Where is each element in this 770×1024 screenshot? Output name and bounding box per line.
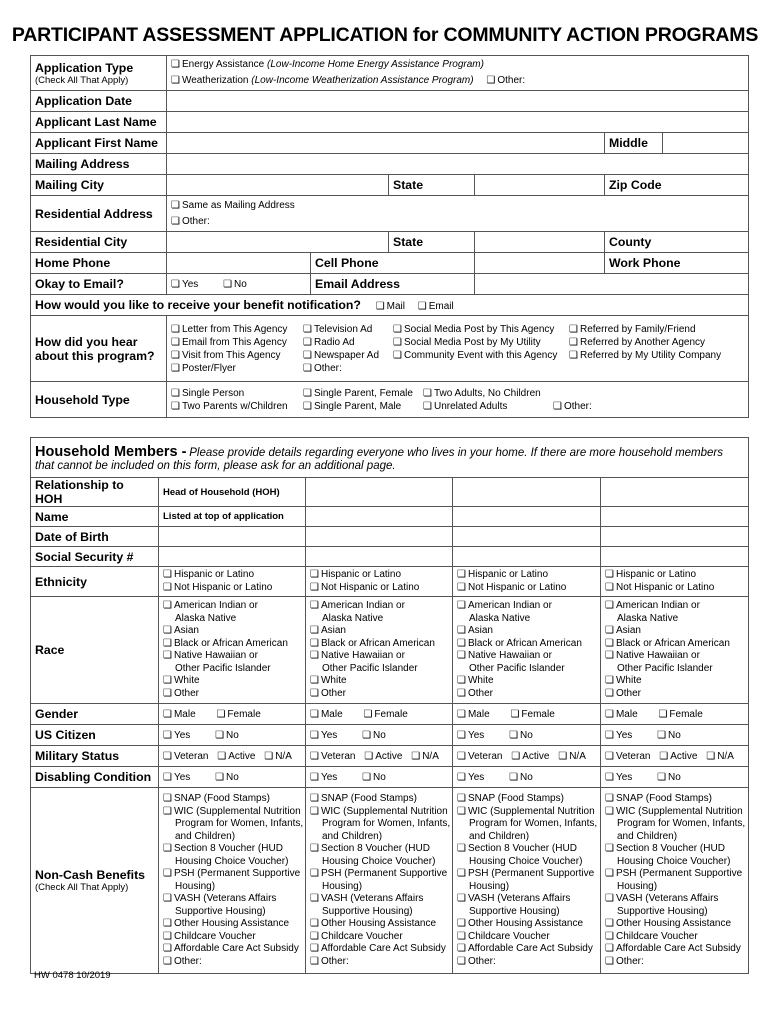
hear-option[interactable]: ❏ Referred by My Utility Company	[569, 350, 721, 361]
benefit-option[interactable]: ❏ Section 8 Voucher (HUD	[605, 843, 744, 856]
household-type-options	[167, 382, 749, 418]
benefit-option-cont: Housing Choice Voucher)	[322, 855, 436, 867]
citizen-yes-checkbox[interactable]: ❏ Yes	[163, 730, 190, 741]
race-option-cont: Other Pacific Islander	[469, 662, 565, 674]
residential-state-label: State	[389, 232, 475, 253]
household-type-label: Household Type	[31, 382, 167, 418]
disabling-label: Disabling Condition	[31, 767, 159, 788]
disabling-no-checkbox[interactable]: ❏ No	[657, 772, 681, 783]
disabling-no-checkbox[interactable]: ❏ No	[509, 772, 533, 783]
dob-label: Date of Birth	[31, 527, 159, 547]
ssn-label: Social Security #	[31, 547, 159, 567]
citizen-no-checkbox[interactable]: ❏ No	[215, 730, 239, 741]
benefit-option-cont: Housing)	[175, 880, 216, 892]
benefit-option-cont: Program for Women, Infants,	[175, 818, 304, 829]
energy-assistance-checkbox[interactable]: ❏ Energy Assistance (Low-Income Home Energy Assistance Program)	[171, 57, 484, 73]
hispanic-checkbox[interactable]: ❏ Hispanic or Latino	[457, 569, 596, 582]
dob-field[interactable]	[306, 527, 453, 547]
page-title: PARTICIPANT ASSESSMENT APPLICATION for COMMUNITY ACTION PROGRAMS	[11, 24, 759, 46]
noncash-row	[31, 788, 749, 974]
benefit-option[interactable]: ❏ WIC (Supplemental Nutrition	[310, 806, 448, 819]
race-row	[31, 597, 749, 704]
relationship-field[interactable]	[453, 478, 601, 507]
mailing-address-label: Mailing Address	[31, 154, 167, 175]
race-option[interactable]: ❏ Native Hawaiian or	[457, 650, 596, 663]
first-name-label: Applicant First Name	[31, 133, 167, 154]
benefit-option-cont: Supportive Housing)	[469, 905, 560, 917]
residential-other-checkbox[interactable]: ❏ Other:	[171, 214, 210, 230]
ssn-field[interactable]	[306, 547, 453, 567]
race-options	[306, 597, 453, 704]
military-options	[453, 746, 601, 767]
race-option-cont: Alaska Native	[469, 612, 531, 624]
hear-option[interactable]: ❏ Other:	[303, 363, 342, 374]
race-option-cont: Other Pacific Islander	[322, 662, 418, 674]
mailing-address-field[interactable]	[167, 154, 749, 175]
race-option[interactable]: ❏ Native Hawaiian or	[163, 650, 301, 663]
hispanic-checkbox[interactable]: ❏ Hispanic or Latino	[310, 569, 448, 582]
benefit-option-cont: Housing)	[617, 880, 658, 892]
citizen-yes-checkbox[interactable]: ❏ Yes	[605, 730, 632, 741]
race-option[interactable]: ❏ Other	[310, 688, 448, 701]
benefit-option-cont: Housing Choice Voucher)	[617, 855, 731, 867]
gender-options	[601, 704, 749, 725]
benefit-option[interactable]: ❏ Other Housing Assistance	[163, 918, 301, 931]
email-no-checkbox[interactable]: ❏ No	[223, 279, 247, 290]
household-members-note: Please provide details regarding everyone who lives in your home. If there are more household members that cannot be included on this form, please ask for an additional page.	[35, 446, 724, 472]
benefit-option[interactable]: ❏ SNAP (Food Stamps)	[310, 793, 448, 806]
active-checkbox[interactable]: ❏ Active	[659, 751, 697, 762]
female-checkbox[interactable]: ❏ Female	[216, 709, 260, 720]
benefit-option[interactable]: ❏ VASH (Veterans Affairs	[310, 893, 448, 906]
dob-field[interactable]	[453, 527, 601, 547]
ssn-field[interactable]	[601, 547, 749, 567]
last-name-label: Applicant Last Name	[31, 112, 167, 133]
noncash-options	[159, 788, 306, 974]
okay-email-label: Okay to Email?	[31, 274, 167, 295]
weatherization-checkbox[interactable]: ❏ Weatherization (Low-Income Weatherization Assistance Program)	[171, 73, 474, 89]
military-options	[601, 746, 749, 767]
female-checkbox[interactable]: ❏ Female	[363, 709, 407, 720]
veteran-checkbox[interactable]: ❏ Veteran	[163, 751, 208, 762]
gender-label: Gender	[31, 704, 159, 725]
benefit-option[interactable]: ❏ PSH (Permanent Supportive	[605, 868, 744, 881]
hear-option[interactable]: ❏ Referred by Family/Friend	[569, 324, 696, 335]
relationship-field[interactable]	[306, 478, 453, 507]
hear-option[interactable]: ❏ Letter from This Agency	[171, 324, 287, 335]
benefit-option-cont: and Children)	[175, 830, 236, 842]
ethnicity-label: Ethnicity	[31, 567, 159, 597]
benefit-option[interactable]: ❏ WIC (Supplemental Nutrition	[605, 806, 744, 819]
race-option[interactable]: ❏ Black or African American	[163, 638, 301, 651]
mailing-city-label: Mailing City	[31, 175, 167, 196]
hear-option[interactable]: ❏ Social Media Post by My Utility	[393, 337, 541, 348]
name-label: Name	[31, 507, 159, 527]
noncash-options	[453, 788, 601, 974]
noncash-options	[306, 788, 453, 974]
benefit-option[interactable]: ❏ Childcare Voucher	[310, 931, 448, 944]
gender-options	[453, 704, 601, 725]
county-label: County	[605, 232, 749, 253]
dob-field[interactable]	[159, 527, 306, 547]
veteran-checkbox[interactable]: ❏ Veteran	[310, 751, 355, 762]
benefit-option[interactable]: ❏ Other:	[605, 956, 744, 969]
disabling-yes-checkbox[interactable]: ❏ Yes	[457, 772, 484, 783]
relationship-field[interactable]	[601, 478, 749, 507]
benefit-option[interactable]: ❏ Section 8 Voucher (HUD	[163, 843, 301, 856]
hear-about-label: How did you hear about this program?	[31, 316, 167, 382]
race-option[interactable]: ❏ Asian	[163, 625, 301, 638]
benefit-option[interactable]: ❏ WIC (Supplemental Nutrition	[163, 806, 301, 819]
race-option[interactable]: ❏ American Indian or	[457, 600, 596, 613]
citizen-options	[159, 725, 306, 746]
ssn-field[interactable]	[453, 547, 601, 567]
race-option[interactable]: ❏ Native Hawaiian or	[310, 650, 448, 663]
residential-address-label: Residential Address	[31, 196, 167, 232]
citizen-no-checkbox[interactable]: ❏ No	[362, 730, 386, 741]
last-name-field[interactable]	[167, 112, 749, 133]
disabling-options	[601, 767, 749, 788]
household-type-option[interactable]: ❏ Unrelated Adults	[423, 401, 507, 412]
applicant-table	[30, 55, 749, 418]
household-type-option[interactable]: ❏ Single Parent, Male	[303, 401, 401, 412]
middle-field[interactable]	[663, 133, 749, 154]
application-other-checkbox[interactable]: ❏ Other:	[486, 73, 525, 89]
race-option-cont: Alaska Native	[617, 612, 679, 624]
mailing-city-field[interactable]	[167, 175, 389, 196]
disabling-options	[159, 767, 306, 788]
mailing-state-label: State	[389, 175, 475, 196]
benefit-option[interactable]: ❏ VASH (Veterans Affairs	[163, 893, 301, 906]
hear-option[interactable]: ❏ Email from This Agency	[171, 337, 287, 348]
active-checkbox[interactable]: ❏ Active	[217, 751, 255, 762]
benefit-option[interactable]: ❏ Childcare Voucher	[457, 931, 596, 944]
benefit-option[interactable]: ❏ PSH (Permanent Supportive	[457, 868, 596, 881]
benefit-option-cont: Housing)	[469, 880, 510, 892]
race-option[interactable]: ❏ American Indian or	[310, 600, 448, 613]
benefit-option-cont: Housing Choice Voucher)	[469, 855, 583, 867]
same-as-mailing-checkbox[interactable]: ❏ Same as Mailing Address	[171, 198, 295, 214]
not-hispanic-checkbox[interactable]: ❏ Not Hispanic or Latino	[605, 582, 744, 595]
hear-options-grid	[171, 323, 744, 375]
notify-email-checkbox[interactable]: ❏ Email	[418, 301, 454, 312]
household-type-option[interactable]: ❏ Other:	[553, 401, 592, 412]
notify-mail-checkbox[interactable]: ❏ Mail	[376, 301, 405, 312]
listed-top-cell: Listed at top of application	[159, 507, 306, 527]
gender-options	[306, 704, 453, 725]
race-option-cont: Alaska Native	[175, 612, 237, 624]
disabling-options	[453, 767, 601, 788]
application-type-options	[167, 56, 749, 91]
ethnicity-options	[306, 567, 453, 597]
household-members-title: Household Members -	[35, 443, 187, 460]
race-option[interactable]: ❏ White	[457, 675, 596, 688]
cell-phone-label: Cell Phone	[311, 253, 475, 274]
benefit-option[interactable]: ❏ WIC (Supplemental Nutrition	[457, 806, 596, 819]
race-option[interactable]: ❏ Asian	[310, 625, 448, 638]
na-checkbox[interactable]: ❏ N/A	[706, 751, 734, 762]
veteran-checkbox[interactable]: ❏ Veteran	[457, 751, 502, 762]
female-checkbox[interactable]: ❏ Female	[510, 709, 554, 720]
household-type-option[interactable]: ❏ Two Parents w/Children	[171, 401, 288, 412]
hispanic-checkbox[interactable]: ❏ Hispanic or Latino	[163, 569, 301, 582]
benefit-option[interactable]: ❏ PSH (Permanent Supportive	[163, 868, 301, 881]
race-option[interactable]: ❏ White	[310, 675, 448, 688]
not-hispanic-checkbox[interactable]: ❏ Not Hispanic or Latino	[310, 582, 448, 595]
benefit-option[interactable]: ❏ Other:	[457, 956, 596, 969]
household-type-grid	[171, 387, 744, 413]
not-hispanic-checkbox[interactable]: ❏ Not Hispanic or Latino	[457, 582, 596, 595]
female-checkbox[interactable]: ❏ Female	[658, 709, 702, 720]
benefit-option[interactable]: ❏ VASH (Veterans Affairs	[605, 893, 744, 906]
race-option[interactable]: ❏ Black or African American	[605, 638, 744, 651]
citizen-options	[601, 725, 749, 746]
race-option-cont: Other Pacific Islander	[175, 662, 271, 674]
race-option[interactable]: ❏ Other	[163, 688, 301, 701]
disabling-yes-checkbox[interactable]: ❏ Yes	[605, 772, 632, 783]
name-field[interactable]	[306, 507, 453, 527]
active-checkbox[interactable]: ❏ Active	[511, 751, 549, 762]
cell-phone-field[interactable]	[475, 253, 605, 274]
hear-option[interactable]: ❏ Poster/Flyer	[171, 363, 236, 374]
race-option[interactable]: ❏ Black or African American	[310, 638, 448, 651]
benefit-notification-label: How would you like to receive your benefit notification?	[35, 298, 361, 312]
name-field[interactable]	[453, 507, 601, 527]
hispanic-checkbox[interactable]: ❏ Hispanic or Latino	[605, 569, 744, 582]
us-citizen-label: US Citizen	[31, 725, 159, 746]
benefit-option-cont: and Children)	[469, 830, 530, 842]
benefit-option[interactable]: ❏ Other:	[310, 956, 448, 969]
race-option[interactable]: ❏ White	[163, 675, 301, 688]
hear-about-options	[167, 316, 749, 382]
benefit-option-cont: Supportive Housing)	[322, 905, 413, 917]
disabling-row	[31, 767, 749, 788]
hear-option[interactable]: ❏ Community Event with this Agency	[393, 350, 557, 361]
benefit-option[interactable]: ❏ Other Housing Assistance	[457, 918, 596, 931]
race-option-cont: Other Pacific Islander	[617, 662, 713, 674]
ethnicity-options	[453, 567, 601, 597]
work-phone-label: Work Phone	[605, 253, 749, 274]
na-checkbox[interactable]: ❏ N/A	[558, 751, 586, 762]
benefit-notification-row	[31, 295, 749, 316]
not-hispanic-checkbox[interactable]: ❏ Not Hispanic or Latino	[163, 582, 301, 595]
hear-option[interactable]: ❏ Referred by Another Agency	[569, 337, 705, 348]
hear-option[interactable]: ❏ Radio Ad	[303, 337, 355, 348]
okay-email-options	[167, 274, 311, 295]
citizen-no-checkbox[interactable]: ❏ No	[657, 730, 681, 741]
benefit-option[interactable]: ❏ Affordable Care Act Subsidy	[457, 943, 596, 956]
relationship-label: Relationship to HOH	[31, 478, 159, 507]
ssn-field[interactable]	[159, 547, 306, 567]
middle-label: Middle	[605, 133, 663, 154]
residential-city-field[interactable]	[167, 232, 389, 253]
military-row	[31, 746, 749, 767]
race-label: Race	[31, 597, 159, 704]
form-number: HW 0478 10/2019	[34, 970, 111, 981]
application-date-label: Application Date	[31, 91, 167, 112]
citizen-yes-checkbox[interactable]: ❏ Yes	[310, 730, 337, 741]
veteran-checkbox[interactable]: ❏ Veteran	[605, 751, 650, 762]
race-options	[601, 597, 749, 704]
dob-field[interactable]	[601, 527, 749, 547]
gender-options	[159, 704, 306, 725]
benefit-option-cont: Program for Women, Infants,	[469, 818, 598, 829]
application-date-field[interactable]	[167, 91, 749, 112]
active-checkbox[interactable]: ❏ Active	[364, 751, 402, 762]
race-option[interactable]: ❏ Other	[605, 688, 744, 701]
military-options	[306, 746, 453, 767]
military-options	[159, 746, 306, 767]
disabling-no-checkbox[interactable]: ❏ No	[362, 772, 386, 783]
benefit-option-cont: and Children)	[322, 830, 383, 842]
male-checkbox[interactable]: ❏ Male	[605, 709, 638, 720]
hoh-cell: Head of Household (HOH)	[159, 478, 306, 507]
citizen-yes-checkbox[interactable]: ❏ Yes	[457, 730, 484, 741]
disabling-yes-checkbox[interactable]: ❏ Yes	[163, 772, 190, 783]
race-option[interactable]: ❏ Black or African American	[457, 638, 596, 651]
household-type-option[interactable]: ❏ Single Person	[171, 388, 244, 399]
citizen-options	[306, 725, 453, 746]
benefit-option[interactable]: ❏ VASH (Veterans Affairs	[457, 893, 596, 906]
race-option[interactable]: ❏ White	[605, 675, 744, 688]
household-type-option[interactable]: ❏ Single Parent, Female	[303, 388, 413, 399]
benefit-option[interactable]: ❏ Section 8 Voucher (HUD	[310, 843, 448, 856]
household-members-header	[31, 438, 749, 478]
benefit-option[interactable]: ❏ Affordable Care Act Subsidy	[310, 943, 448, 956]
benefit-option-cont: Housing Choice Voucher)	[175, 855, 289, 867]
benefit-option[interactable]: ❏ Other Housing Assistance	[310, 918, 448, 931]
race-options	[453, 597, 601, 704]
email-address-label: Email Address	[311, 274, 475, 295]
benefit-option[interactable]: ❏ SNAP (Food Stamps)	[457, 793, 596, 806]
benefit-option[interactable]: ❏ Affordable Care Act Subsidy	[163, 943, 301, 956]
male-checkbox[interactable]: ❏ Male	[310, 709, 343, 720]
hear-option[interactable]: ❏ Newspaper Ad	[303, 350, 379, 361]
benefit-option[interactable]: ❏ SNAP (Food Stamps)	[605, 793, 744, 806]
noncash-options	[601, 788, 749, 974]
male-checkbox[interactable]: ❏ Male	[163, 709, 196, 720]
benefit-option[interactable]: ❏ PSH (Permanent Supportive	[310, 868, 448, 881]
citizen-row	[31, 725, 749, 746]
disabling-options	[306, 767, 453, 788]
race-option[interactable]: ❏ American Indian or	[605, 600, 744, 613]
benefit-option-cont: Supportive Housing)	[175, 905, 266, 917]
hear-option[interactable]: ❏ Television Ad	[303, 324, 372, 335]
benefit-option[interactable]: ❏ Other:	[163, 956, 301, 969]
residential-state-field[interactable]	[475, 232, 605, 253]
email-address-field[interactable]	[475, 274, 749, 295]
benefit-option-cont: Program for Women, Infants,	[617, 818, 746, 829]
household-type-option[interactable]: ❏ Two Adults, No Children	[423, 388, 541, 399]
email-yes-checkbox[interactable]: ❏ Yes	[171, 279, 198, 290]
ethnicity-options	[159, 567, 306, 597]
race-option[interactable]: ❏ Asian	[605, 625, 744, 638]
benefit-option[interactable]: ❏ Affordable Care Act Subsidy	[605, 943, 744, 956]
race-options	[159, 597, 306, 704]
zip-label: Zip Code	[605, 175, 749, 196]
benefit-option[interactable]: ❏ Childcare Voucher	[163, 931, 301, 944]
residential-address-options	[167, 196, 749, 232]
benefit-option[interactable]: ❏ Other Housing Assistance	[605, 918, 744, 931]
race-option[interactable]: ❏ American Indian or	[163, 600, 301, 613]
disabling-yes-checkbox[interactable]: ❏ Yes	[310, 772, 337, 783]
hear-option[interactable]: ❏ Social Media Post by This Agency	[393, 324, 554, 335]
home-phone-label: Home Phone	[31, 253, 167, 274]
benefit-option-cont: Supportive Housing)	[617, 905, 708, 917]
first-name-field[interactable]	[167, 133, 605, 154]
disabling-no-checkbox[interactable]: ❏ No	[215, 772, 239, 783]
male-checkbox[interactable]: ❏ Male	[457, 709, 490, 720]
ethnicity-options	[601, 567, 749, 597]
na-checkbox[interactable]: ❏ N/A	[264, 751, 292, 762]
household-members-table	[30, 437, 749, 974]
military-label: Military Status	[31, 746, 159, 767]
race-option-cont: Alaska Native	[322, 612, 384, 624]
noncash-label: Non-Cash Benefits (Check All That Apply)	[31, 788, 159, 974]
ethnicity-row	[31, 567, 749, 597]
hear-option[interactable]: ❏ Visit from This Agency	[171, 350, 281, 361]
gender-row	[31, 704, 749, 725]
application-type-label: Application Type (Check All That Apply)	[31, 56, 167, 91]
race-option[interactable]: ❏ Native Hawaiian or	[605, 650, 744, 663]
benefit-option-cont: Housing)	[322, 880, 363, 892]
race-option[interactable]: ❏ Asian	[457, 625, 596, 638]
race-option[interactable]: ❏ Other	[457, 688, 596, 701]
benefit-option-cont: Program for Women, Infants,	[322, 818, 451, 829]
benefit-option[interactable]: ❏ Childcare Voucher	[605, 931, 744, 944]
benefit-option-cont: and Children)	[617, 830, 678, 842]
benefit-option[interactable]: ❏ SNAP (Food Stamps)	[163, 793, 301, 806]
mailing-state-field[interactable]	[475, 175, 605, 196]
na-checkbox[interactable]: ❏ N/A	[411, 751, 439, 762]
residential-city-label: Residential City	[31, 232, 167, 253]
citizen-no-checkbox[interactable]: ❏ No	[509, 730, 533, 741]
benefit-option[interactable]: ❏ Section 8 Voucher (HUD	[457, 843, 596, 856]
name-field[interactable]	[601, 507, 749, 527]
citizen-options	[453, 725, 601, 746]
home-phone-field[interactable]	[167, 253, 311, 274]
